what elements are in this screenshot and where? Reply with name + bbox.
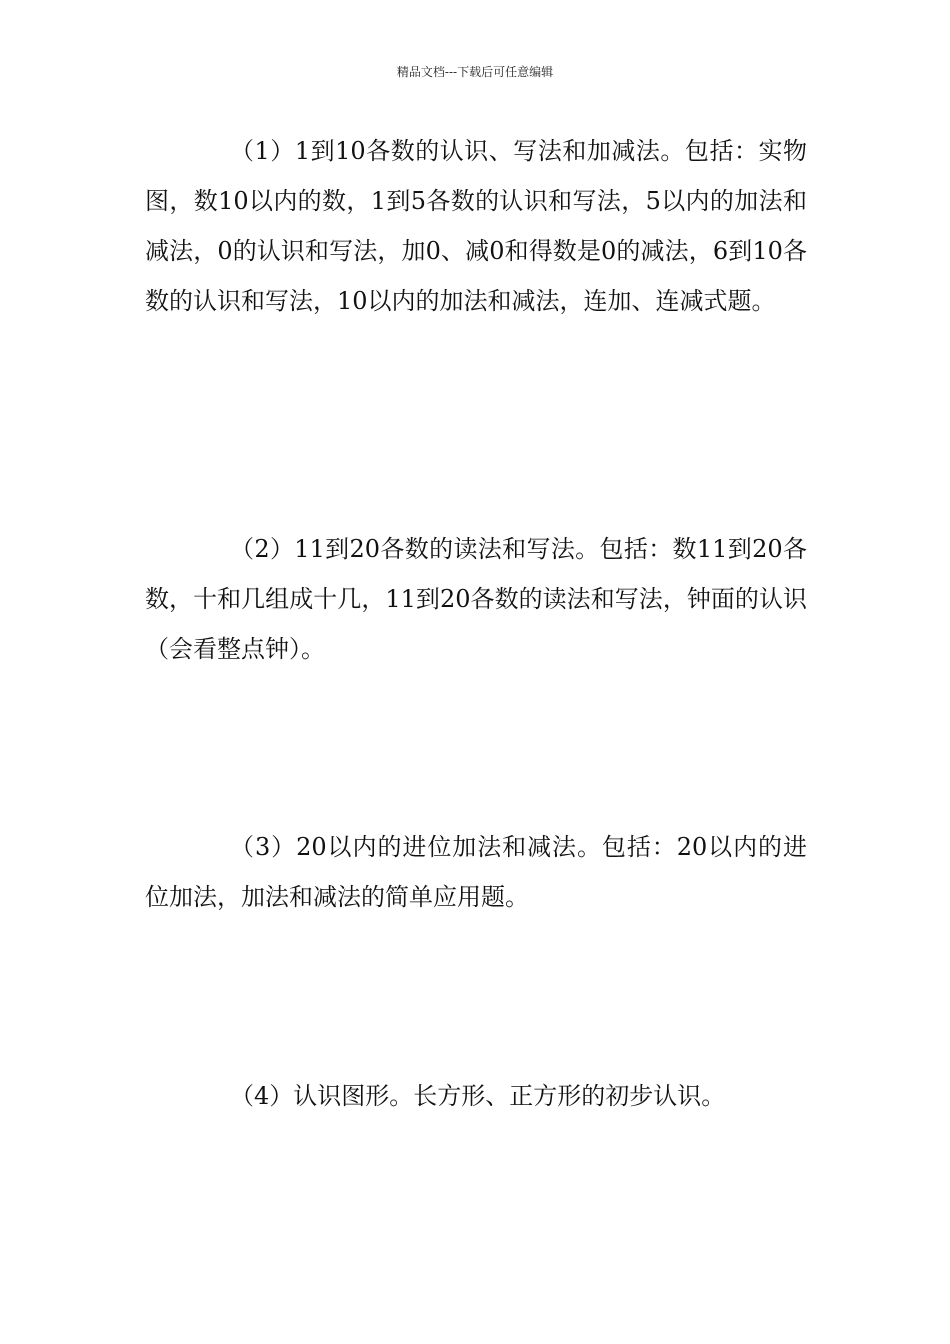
paragraph-1: （1）1到10各数的认识、写法和加减法。包括：实物图，数10以内的数，1到5各数的认识和写法，5以内的加法和减法，0的认识和写法，加0、减0和得数是0的减法，6到10各数的认识和写法，10以内的加法和减法，连加、连减式题。 <box>145 137 807 315</box>
paragraph-3: （3）20以内的进位加法和减法。包括：20以内的进位加法，加法和减法的简单应用题。 <box>145 833 807 911</box>
paragraph-4: （4）认识图形。长方形、正方形的初步认识。 <box>230 1082 726 1110</box>
paragraph-2: （2）11到20各数的读法和写法。包括：数11到20各数，十和几组成十几，11到20各数的读法和写法，钟面的认识（会看整点钟）。 <box>145 535 807 663</box>
page-header: 精品文档---下载后可任意编辑 <box>396 65 554 79</box>
